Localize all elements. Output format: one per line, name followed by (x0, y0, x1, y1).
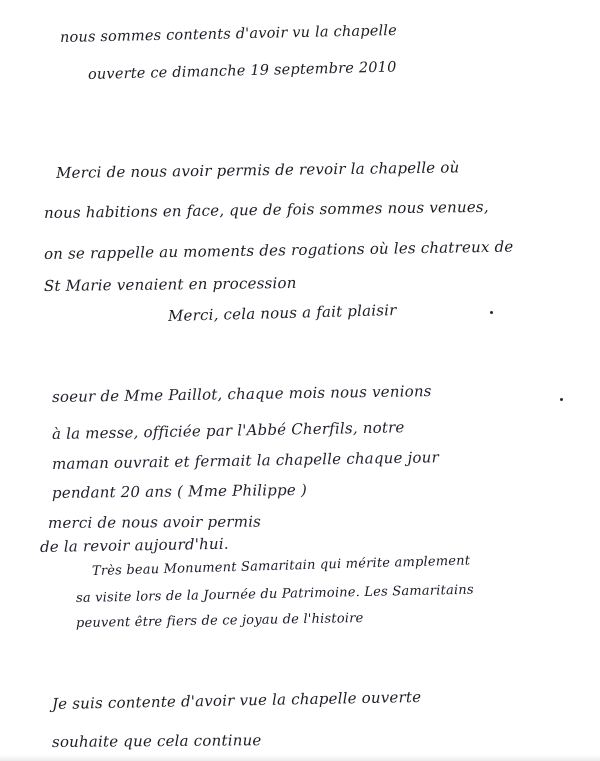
ink-dot (490, 311, 493, 314)
entry-5-line-2: souhaite que cela continue (51, 731, 262, 751)
entry-3-line-3: maman ouvrait et fermait la chapelle chaque jour (51, 448, 440, 473)
entry-3-line-5: merci de nous avoir permis (47, 512, 262, 532)
entry-5-line-1: Je suis contente d'avoir vue la chapelle ouverte (51, 687, 422, 713)
ink-dot (560, 398, 563, 401)
entry-3-line-1: soeur de Mme Paillot, chaque mois nous venions (51, 382, 432, 406)
entry-1-line-1: nous sommes contents d'avoir vu la chapelle (59, 22, 398, 46)
entry-4-line-2: sa visite lors de la Journée du Patrimoine. Les Samaritains (75, 582, 474, 606)
entry-2-line-3: on se rappelle au moments des rogations où les chatreux de (43, 237, 514, 263)
entry-3-line-2: à la messe, officiée par l'Abbé Cherfils, notre (51, 418, 405, 443)
entry-3-line-6: de la revoir aujourd'hui. (39, 534, 229, 556)
entry-4-line-1: Très beau Monument Samaritain qui mérite amplement (91, 553, 471, 579)
entry-2-line-5: Merci, cela nous a fait plaisir (167, 301, 397, 325)
scan-edge-shadow (0, 755, 600, 761)
entry-4-line-3: peuvent être fiers de ce joyau de l'histoire (75, 610, 364, 631)
entry-1-line-2: ouverte ce dimanche 19 septembre 2010 (87, 59, 397, 83)
entry-3-line-4: pendant 20 ans ( Mme Philippe ) (51, 480, 308, 502)
entry-2-line-1: Merci de nous avoir permis de revoir la chapelle où (55, 158, 460, 182)
entry-2-line-2: nous habitions en face, que de fois sommes nous venues, (43, 197, 489, 222)
entry-2-line-4: St Marie venaient en procession (43, 273, 297, 295)
